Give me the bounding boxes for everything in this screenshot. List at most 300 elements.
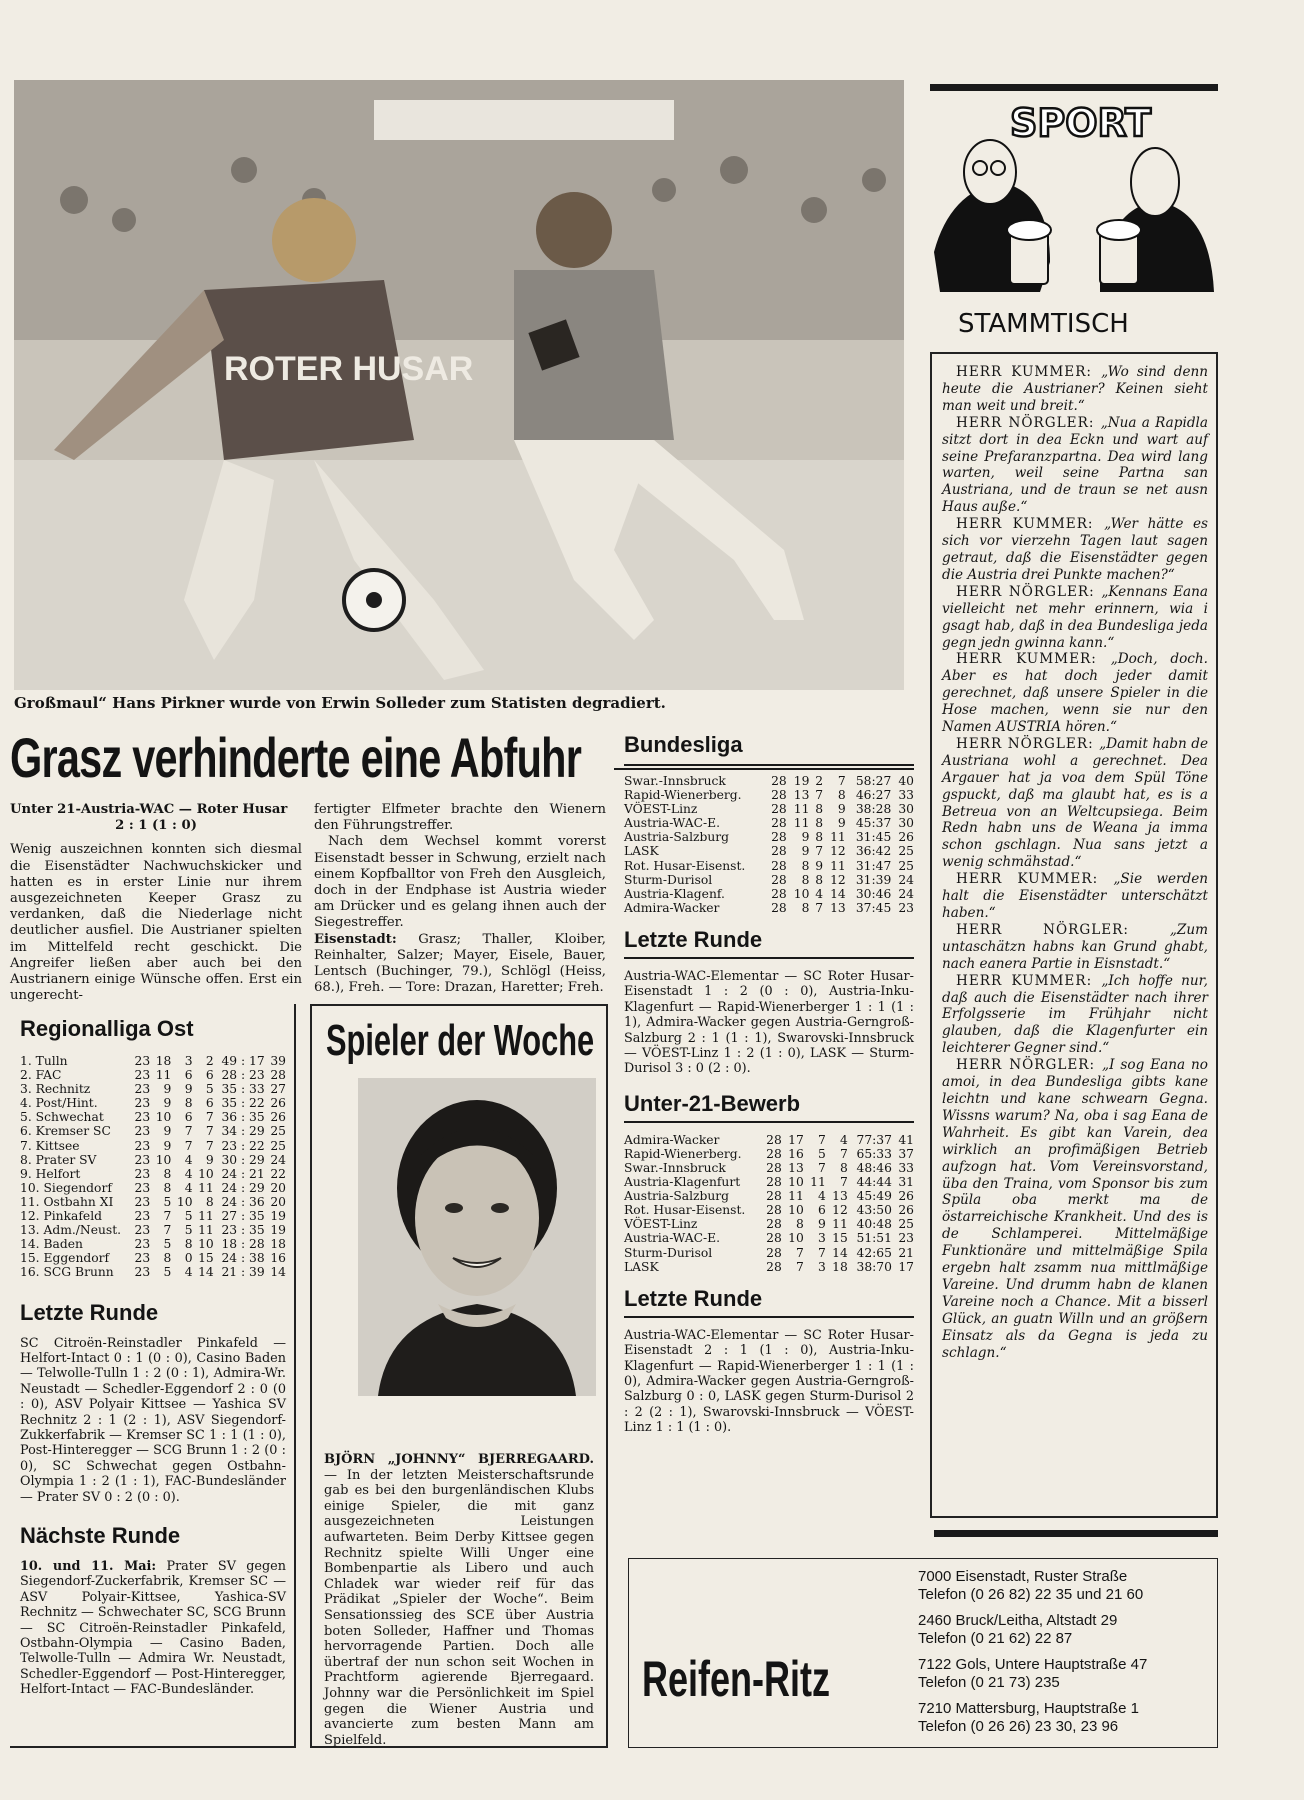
table-cell: 9	[837, 802, 846, 817]
table-cell: 9	[815, 858, 824, 873]
portrait-illustration	[358, 1078, 596, 1396]
table-cell: 23	[134, 1096, 151, 1111]
team-name: Admira-Wacker	[624, 1132, 720, 1147]
table-cell: 14	[270, 1265, 286, 1280]
table-cell: 21	[898, 1245, 914, 1260]
table-cell: 7	[795, 1245, 804, 1260]
unter21-row	[624, 1161, 914, 1175]
dialogue-line	[942, 1057, 1208, 1361]
team-name: 12. Pinkafeld	[20, 1209, 103, 1224]
table-cell: 13	[830, 900, 846, 915]
regionalliga-row	[20, 1153, 286, 1167]
speaker: HERR NÖRGLER:	[956, 414, 1101, 431]
spieler-name: BJÖRN „JOHNNY“ BJERREGAARD.	[324, 1452, 594, 1467]
team-name: 7. Kittsee	[20, 1138, 80, 1153]
table-cell: 11	[155, 1068, 172, 1083]
stammtisch-cartoon	[930, 92, 1218, 344]
speech: „Kennans Eana vielleicht net mehr erinnern, wia i gsagt hab, daß in dea Bundesliga jeda gegn jedn gwinna kann.“	[942, 583, 1208, 651]
table-cell: 24 : 38	[221, 1251, 265, 1266]
bundesliga-table	[624, 774, 914, 915]
unter21-row	[624, 1203, 914, 1217]
regionalliga-row	[20, 1195, 286, 1209]
regionalliga-title: Regionalliga Ost	[20, 1016, 194, 1041]
ad-line: Telefon (0 21 73) 235	[918, 1674, 1060, 1691]
team-name: VÖEST-Linz	[624, 1217, 698, 1232]
table-cell: 9	[837, 816, 846, 831]
cartoon-title-top: SPORT	[1010, 101, 1151, 145]
ad-addresses	[918, 1568, 1214, 1744]
table-cell: 35 : 33	[221, 1082, 265, 1097]
regionalliga-naechste-text	[20, 1559, 286, 1698]
table-cell: 8	[163, 1251, 172, 1266]
table-cell: 23	[898, 1231, 914, 1246]
table-cell: 28	[766, 1189, 782, 1204]
table-cell: 9	[163, 1124, 172, 1139]
table-cell: 9	[801, 844, 810, 859]
table-cell: 15	[832, 1231, 848, 1246]
table-cell: 7	[163, 1223, 172, 1238]
speech: „Wo sind denn heute die Austrianer? Keinen sieht man weit und breit.“	[942, 364, 1208, 414]
dialogue-line	[942, 922, 1208, 973]
table-cell: 37	[898, 1146, 914, 1161]
table-cell: 23	[134, 1223, 151, 1238]
team-name: Rapid-Wienerberg.	[624, 1146, 742, 1161]
unter21-row	[624, 1246, 914, 1260]
speech: „Sie werden halt die Eisenstädter unterschätzt haben.“	[942, 871, 1209, 921]
regionalliga-row	[20, 1209, 286, 1223]
regionalliga-row	[20, 1082, 286, 1096]
table-cell: 44:44	[856, 1175, 892, 1190]
regionalliga-row	[20, 1068, 286, 1082]
ad-line: 2460 Bruck/Leitha, Altstadt 29	[918, 1612, 1118, 1629]
table-cell: 23 : 35	[221, 1223, 265, 1238]
player-portrait	[358, 1078, 596, 1396]
speaker: HERR KUMMER:	[956, 871, 1114, 888]
speaker: HERR KUMMER:	[956, 516, 1105, 533]
table-cell: 23	[134, 1068, 151, 1083]
dialogue-line	[942, 584, 1208, 652]
speech: „Zum untaschätzn habns kan Grund ghabt, nach eanera Partie in Eisnstadt.“	[942, 921, 1208, 972]
unter21-row	[624, 1147, 914, 1161]
table-cell: 37:45	[855, 900, 892, 915]
team-name: Austria-WAC-E.	[624, 816, 721, 831]
regionalliga-row	[20, 1167, 286, 1181]
table-cell: 7	[837, 774, 846, 788]
table-cell: 18	[270, 1237, 286, 1252]
divider	[624, 1316, 914, 1318]
table-cell: 11	[793, 816, 810, 831]
table-cell: 13	[788, 1160, 804, 1175]
ad-branch	[918, 1568, 1214, 1604]
table-cell: 28	[771, 872, 787, 887]
table-cell: 25	[898, 844, 914, 859]
team-name: 3. Rechnitz	[20, 1082, 91, 1097]
bundesliga-section	[624, 732, 914, 1436]
speech: „Doch, doch. Aber es hat doch jeder damit gerechnet, daß unsere Spieler in die Hose machen, wenn sie nur den Namen AUSTRIA hören.“	[942, 651, 1208, 736]
team-name: 6. Kremser SC	[20, 1124, 111, 1139]
table-cell: 23	[134, 1082, 151, 1097]
table-cell: 8	[815, 816, 824, 831]
table-cell: 3	[817, 1259, 826, 1274]
table-cell: 26	[270, 1096, 286, 1111]
table-cell: 4	[184, 1265, 193, 1280]
table-cell: 23	[134, 1138, 151, 1153]
table-cell: 40	[898, 774, 914, 788]
team-name: Austria-Salzburg	[624, 830, 730, 845]
football-scene-illustration	[14, 80, 904, 690]
table-cell: 25	[898, 1217, 914, 1232]
speaker: HERR KUMMER:	[956, 651, 1111, 668]
team-name: Rot. Husar-Eisenst.	[624, 858, 746, 873]
table-cell: 36 : 35	[221, 1110, 265, 1125]
table-cell: 8	[184, 1096, 193, 1111]
speaker: HERR KUMMER:	[956, 972, 1102, 989]
team-name: 9. Helfort	[20, 1166, 81, 1181]
speech: „Damit habn de Austriana wohl a gerechnet. Dea Argauer hat ja voa dem Spül Töne gspuckt, daß ma glaubt hat, es is a Betreua von an Weltcupsiega. Beim Redn habn uns de Weana ja imma schon gschlagn. Nua sans jetzt a wenig schmähstad.“	[942, 735, 1208, 871]
table-cell: 25	[270, 1138, 286, 1153]
table-cell: 11	[788, 1189, 804, 1204]
lineup-text: Grasz; Thaller, Kloiber, Reinhalter, Salzer; Mayer, Eisele, Bauer, Lentsch (Buchinger, 79.), Schlögl (Heiss, 68.), Freh. — Tore: Drazan, Haretter; Freh.	[314, 931, 606, 996]
table-cell: 3	[817, 1231, 826, 1246]
ad-branch	[918, 1700, 1214, 1736]
table-cell: 45:37	[855, 816, 892, 831]
speaker: HERR NÖRGLER:	[956, 735, 1100, 752]
naechste-date: 10. und 11. Mai:	[20, 1558, 157, 1574]
table-cell: 23	[134, 1209, 151, 1224]
team-name: Swar.-Innsbruck	[624, 774, 726, 788]
team-name: Rot. Husar-Eisenst.	[624, 1203, 746, 1218]
regionalliga-row	[20, 1223, 286, 1237]
article-column-1	[10, 802, 302, 1004]
team-name: Sturm-Durisol	[624, 1245, 713, 1260]
bundesliga-row	[624, 774, 914, 788]
table-cell: 25	[898, 858, 914, 873]
table-cell: 23	[134, 1110, 151, 1125]
ad-line: 7000 Eisenstadt, Ruster Straße	[918, 1568, 1128, 1585]
table-cell: 5	[817, 1146, 826, 1161]
table-cell: 7	[839, 1175, 848, 1190]
spieler-description: — In der letzten Meisterschaftsrunde gab es bei den burgenländischen Klubs einige Spieler, die mit ganz ausgezeichneten Leistungen aufwarteten. Beim Derby Kittsee gegen Rechnitz spielte Willi Unger eine Bombenpartie als Libero und auch Chladek war wieder reif für das Prädikat „Spieler der Woche“. Beim Sensationssieg des SCE über Austria boten Solleder, Haffner und Thomas hervorragende Partien. Doch alle übertraf der nun schon seit Wochen in Prachtform agierende Bjerregaard. Johnny war die Persönlichkeit im Spiel gegen die Wiener Austria und avancierte zum besten Mann am Spielfeld.	[324, 1467, 594, 1748]
team-name: 5. Schwechat	[20, 1110, 104, 1125]
bundesliga-row	[624, 816, 914, 830]
table-cell: 24 : 36	[221, 1194, 265, 1209]
table-cell: 13	[793, 788, 810, 803]
table-cell: 23 : 22	[221, 1138, 265, 1153]
table-cell: 4	[184, 1152, 193, 1167]
bundesliga-row	[624, 901, 914, 915]
unter21-letzte-text: Austria-WAC-Elementar — SC Roter Husar-Eisenstadt 2 : 1 (1 : 0), Austria-Inku-Klagenfurt — Rapid-Wienerberger 1 : 1 (1 : 0), Admira-Wacker gegen Austria-Gerngroß-Salzburg 0 : 0, LASK gegen Sturm-Durisol 2 : 2 (2 : 1), Swarovski-Innsbruck — VÖEST-Linz 1 : 1 (1 : 0).	[624, 1327, 914, 1436]
table-cell: 23	[134, 1166, 151, 1181]
table-cell: 8	[801, 872, 810, 887]
table-cell: 28	[766, 1175, 782, 1190]
unter21-row	[624, 1231, 914, 1245]
table-cell: 18	[155, 1054, 172, 1068]
stammtisch-top-bar	[930, 84, 1218, 91]
table-cell: 23	[134, 1237, 151, 1252]
table-cell: 30 : 29	[221, 1152, 265, 1167]
team-name: 11. Ostbahn XI	[20, 1194, 114, 1209]
team-name: LASK	[624, 1259, 659, 1274]
table-cell: 36:42	[855, 844, 892, 859]
article-paragraph: Wenig auszeichnen konnten sich diesmal die Eisenstädter Nachwuchskicker und hatten es in erster Linie nur ihrem ausgezeichneten Keeper Grasz zu verdanken, daß die Niederlage nicht deutlicher ausfiel. Die Austrianer spielten im Mittelfeld recht geschickt. Die Angreifer ließen aber auch bei den Austrianern einige Wünsche offen. Erst ein ungerecht-	[10, 842, 302, 1004]
table-cell: 6	[184, 1068, 193, 1083]
table-cell: 28	[766, 1146, 782, 1161]
regionalliga-box	[10, 1004, 296, 1748]
regionalliga-row	[20, 1181, 286, 1195]
table-cell: 10	[198, 1237, 214, 1252]
table-cell: 28 : 23	[221, 1068, 265, 1083]
ad-branch	[918, 1612, 1214, 1648]
table-cell: 11	[198, 1223, 214, 1238]
bundesliga-row	[624, 788, 914, 802]
table-cell: 24	[898, 872, 914, 887]
team-name: Austria-Klagenfurt	[624, 1175, 741, 1190]
table-cell: 9	[801, 830, 810, 845]
divider	[624, 764, 914, 766]
dialogue-line	[942, 516, 1208, 584]
table-cell: 8	[184, 1237, 193, 1252]
unter21-row	[624, 1260, 914, 1274]
table-cell: 9	[205, 1152, 214, 1167]
table-cell: 23	[134, 1194, 151, 1209]
table-cell: 31:39	[855, 872, 892, 887]
table-cell: 16	[270, 1251, 286, 1266]
table-cell: 11	[832, 1217, 848, 1232]
table-cell: 28	[766, 1259, 782, 1274]
dialogue-line	[942, 651, 1208, 736]
table-cell: 12	[830, 844, 846, 859]
article-paragraph: fertigter Elfmeter brachte den Wienern den Führungstreffer.	[314, 802, 606, 834]
regionalliga-row	[20, 1054, 286, 1068]
table-cell: 19	[270, 1223, 286, 1238]
table-cell: 51:51	[856, 1231, 892, 1246]
table-cell: 20	[270, 1180, 286, 1195]
table-cell: 4	[815, 886, 824, 901]
table-cell: 9	[184, 1082, 193, 1097]
table-cell: 30:46	[855, 886, 892, 901]
table-cell: 33	[898, 1160, 914, 1175]
table-cell: 8	[205, 1194, 214, 1209]
table-cell: 9	[163, 1138, 172, 1153]
table-cell: 28	[771, 774, 787, 788]
regionalliga-row	[20, 1110, 286, 1124]
regionalliga-row	[20, 1265, 286, 1279]
table-cell: 6	[205, 1068, 214, 1083]
table-cell: 8	[163, 1180, 172, 1195]
table-cell: 7	[205, 1110, 214, 1125]
table-cell: 28	[771, 844, 787, 859]
table-cell: 28	[771, 788, 787, 803]
table-cell: 26	[898, 1189, 914, 1204]
table-cell: 5	[163, 1265, 172, 1280]
regionalliga-row	[20, 1139, 286, 1153]
spieler-text	[324, 1452, 594, 1748]
speaker: HERR NÖRGLER:	[956, 583, 1102, 600]
table-cell: 23	[134, 1251, 151, 1266]
team-name: VÖEST-Linz	[624, 802, 698, 817]
table-cell: 8	[815, 802, 824, 817]
team-name: Admira-Wacker	[624, 900, 720, 915]
speech: „Wer hätte es sich vor vierzehn Tagen laut sagen getraut, daß die Eisenstädter gegen die Austria drei Punkte machen?“	[942, 516, 1208, 583]
table-cell: 6	[184, 1110, 193, 1125]
regionalliga-letzte-text: SC Citroën-Reinstadler Pinkafeld — Helfort-Intact 0 : 1 (0 : 0), Casino Baden — Telwolle-Tulln 1 : 2 (0 : 1), Admira-Wr. Neustadt — Schedler-Eggendorf 2 : 0 (0 : 0), ASV Polyair Kittsee — Yashica SV Rechnitz 2 : 1 (2 : 1), ASV Siegendorf-Zukkerfabrik — Kremser SC 1 : 1 (1 : 0), Post-Hinteregger — SCG Brunn 1 : 2 (0 : 0), SC Schwechat gegen Ostbahn-Olympia 1 : 2 (1 : 1), FAC-Bundesländer — Prater SV 0 : 2 (0 : 0).	[20, 1335, 286, 1505]
speaker: HERR NÖRGLER:	[956, 921, 1170, 938]
table-cell: 28	[771, 886, 787, 901]
table-cell: 31:45	[855, 830, 892, 845]
table-cell: 7	[817, 1245, 826, 1260]
table-cell: 12	[830, 872, 846, 887]
table-cell: 21 : 39	[221, 1265, 265, 1280]
team-name: Austria-Klagenf.	[624, 886, 725, 901]
table-cell: 7	[795, 1259, 804, 1274]
table-cell: 4	[839, 1132, 848, 1147]
table-cell: 10	[155, 1110, 172, 1125]
table-cell: 34 : 29	[221, 1124, 265, 1139]
table-cell: 39	[270, 1054, 286, 1068]
table-cell: 7	[815, 900, 824, 915]
unter21-letzte-title: Letzte Runde	[624, 1285, 763, 1311]
cartoon-title-bottom: STAMMTISCH	[958, 309, 1129, 339]
table-cell: 11	[830, 830, 846, 845]
table-cell: 14	[832, 1245, 848, 1260]
team-name: 4. Post/Hint.	[20, 1096, 98, 1111]
table-cell: 7	[817, 1132, 826, 1147]
table-cell: 9	[163, 1096, 172, 1111]
table-cell: 4	[817, 1189, 826, 1204]
regionalliga-row	[20, 1096, 286, 1110]
table-cell: 17	[898, 1259, 914, 1274]
team-name: 14. Baden	[20, 1237, 83, 1252]
table-cell: 8	[801, 858, 810, 873]
table-cell: 43:50	[856, 1203, 892, 1218]
team-name: Sturm-Durisol	[624, 872, 713, 887]
table-cell: 10	[793, 886, 810, 901]
table-cell: 20	[270, 1194, 286, 1209]
table-cell: 28	[766, 1203, 782, 1218]
table-cell: 8	[839, 1160, 848, 1175]
table-cell: 27	[270, 1082, 286, 1097]
jersey-lettering: ROTER HUSAR	[224, 350, 474, 388]
bundesliga-letzte-title: Letzte Runde	[624, 926, 763, 952]
table-cell: 77:37	[856, 1132, 892, 1147]
bundesliga-row	[624, 802, 914, 816]
table-cell: 28	[270, 1068, 286, 1083]
unter21-row	[624, 1133, 914, 1147]
table-cell: 35 : 22	[221, 1096, 265, 1111]
ad-line: 7210 Mattersburg, Hauptstraße 1	[918, 1700, 1139, 1717]
ad-line: Telefon (0 26 82) 22 35 und 21 60	[918, 1586, 1144, 1603]
table-cell: 2	[205, 1054, 214, 1068]
team-name: Swar.-Innsbruck	[624, 1160, 726, 1175]
table-cell: 11	[198, 1180, 214, 1195]
article-paragraph: Nach dem Wechsel kommt vorerst Eisenstadt besser in Schwung, erzielt nach einem Kopfballtor von Freh den Ausgleich, doch in der Endphase ist Austria wieder am Drücker und es gelang ihnen auch der Siegestreffer.	[314, 834, 606, 931]
table-cell: 4	[184, 1166, 193, 1181]
speech: „Nua a Rapidla sitzt dort in dea Eckn und wart auf seine Prefaranzpartna. Dea wird lang warten, weil seine Partna san Austriana, und de traun se net ausn Haus auße.“	[942, 414, 1208, 516]
table-cell: 49 : 17	[221, 1054, 265, 1068]
table-cell: 26	[898, 830, 914, 845]
speaker: HERR KUMMER:	[956, 364, 1102, 380]
regionalliga-naechste-title: Nächste Runde	[20, 1522, 181, 1548]
table-cell: 26	[898, 1203, 914, 1218]
table-cell: 30	[898, 816, 914, 831]
speech: „Ich hoffe nur, daß auch die Eisenstädter nach ihrer Erfolgsserie im Frühjahr nicht glauben, daß die Klagenfurter ein leichterer Gegner sind.“	[942, 972, 1208, 1057]
table-cell: 7	[839, 1146, 848, 1161]
table-cell: 28	[766, 1160, 782, 1175]
table-cell: 23	[898, 900, 914, 915]
table-cell: 28	[766, 1217, 782, 1232]
dialogue-line	[942, 871, 1208, 922]
table-cell: 19	[270, 1209, 286, 1224]
team-name: Austria-Salzburg	[624, 1189, 730, 1204]
regionalliga-row	[20, 1251, 286, 1265]
table-cell: 28	[771, 858, 787, 873]
table-cell: 7	[817, 1160, 826, 1175]
table-cell: 23	[134, 1180, 151, 1195]
table-cell: 17	[788, 1132, 804, 1147]
dialogue-line	[942, 973, 1208, 1058]
speech: „I sog Eana no amoi, in dea Bundesliga gibts kane leichtn und kane schwearn Gegna. Wissns warum? Na, oba i sag Eana de Wahrheit. Es gibt kan Varein, dea wirklich an profimäßigen Betrieb aufzogn hat. Vom Vereinsvorstand, üba den Traina, vom Sponsor bis zum Spüla oba merkt ma de östarreichische Krankheit. Und des is de Schlamperei. Mittelmäßige Funktionäre und mittelmäßige Spila ergebn halt zsamm nua mittlmäßige Vareine. Und drumm habn de klanen Vareine noch a Chance. Mit a bisserl Glück, an guatn Willn und an größern Einsatz als da Gegna is jeda zu schlagn.“	[942, 1057, 1208, 1361]
table-cell: 10	[788, 1231, 804, 1246]
table-cell: 9	[163, 1082, 172, 1097]
article-column-2	[314, 802, 606, 996]
team-name: 1. Tulln	[20, 1054, 68, 1068]
table-cell: 14	[198, 1265, 214, 1280]
table-cell: 48:46	[856, 1160, 892, 1175]
table-cell: 28	[771, 900, 787, 915]
regionalliga-row	[20, 1124, 286, 1138]
table-cell: 10	[155, 1152, 172, 1167]
table-cell: 22	[270, 1166, 286, 1181]
table-cell: 7	[163, 1209, 172, 1224]
naechste-fixtures: Prater SV gegen Siegendorf-Zuckerfabrik, Kremser SC — ASV Polyair-Kittsee, Yashica-SV Rechnitz — Schwechater SC, SCG Brunn — SC Citroën-Reinstadler Pinkafeld, Ostbahn-Olympia — Casino Baden, Telwolle-Tulln — Admira Wr. Neustadt, Schedler-Eggendorf — Post-Hinteregger, Helfort-Intact — FAC-Bundesländer.	[20, 1558, 286, 1698]
table-cell: 15	[198, 1251, 214, 1266]
table-cell: 7	[815, 844, 824, 859]
table-cell: 11	[793, 802, 810, 817]
table-cell: 30	[898, 802, 914, 817]
unter21-table	[624, 1133, 914, 1274]
subhead-teams: Unter 21-Austria-WAC — Roter Husar	[10, 802, 288, 817]
table-cell: 31	[898, 1175, 914, 1190]
table-cell: 7	[184, 1124, 193, 1139]
table-cell: 28	[766, 1231, 782, 1246]
table-cell: 8	[801, 900, 810, 915]
team-name: Austria-WAC-E.	[624, 1231, 721, 1246]
table-cell: 38:70	[856, 1259, 892, 1274]
table-cell: 28	[766, 1245, 782, 1260]
team-name: 13. Adm./Neust.	[20, 1223, 122, 1238]
stammtisch-cartoon-illustration	[930, 92, 1218, 344]
table-cell: 10	[788, 1175, 804, 1190]
table-cell: 5	[184, 1209, 193, 1224]
table-cell: 10	[176, 1194, 193, 1209]
unter21-title: Unter-21-Bewerb	[624, 1090, 801, 1116]
photo-caption: Großmaul“ Hans Pirkner wurde von Erwin Solleder zum Statisten degradiert.	[14, 694, 666, 712]
table-cell: 24 : 21	[221, 1166, 265, 1181]
ad-line: Telefon (0 21 62) 22 87	[918, 1630, 1073, 1647]
team-name: 16. SCG Brunn	[20, 1265, 114, 1280]
team-name: Rapid-Wienerberg.	[624, 788, 742, 803]
table-cell: 19	[793, 774, 810, 788]
table-cell: 26	[270, 1110, 286, 1125]
table-cell: 23	[134, 1054, 151, 1068]
table-cell: 2	[815, 774, 824, 788]
table-cell: 28	[771, 816, 787, 831]
table-cell: 7	[184, 1138, 193, 1153]
table-cell: 28	[771, 802, 787, 817]
table-cell: 9	[817, 1217, 826, 1232]
table-cell: 14	[830, 886, 846, 901]
bundesliga-row	[624, 859, 914, 873]
